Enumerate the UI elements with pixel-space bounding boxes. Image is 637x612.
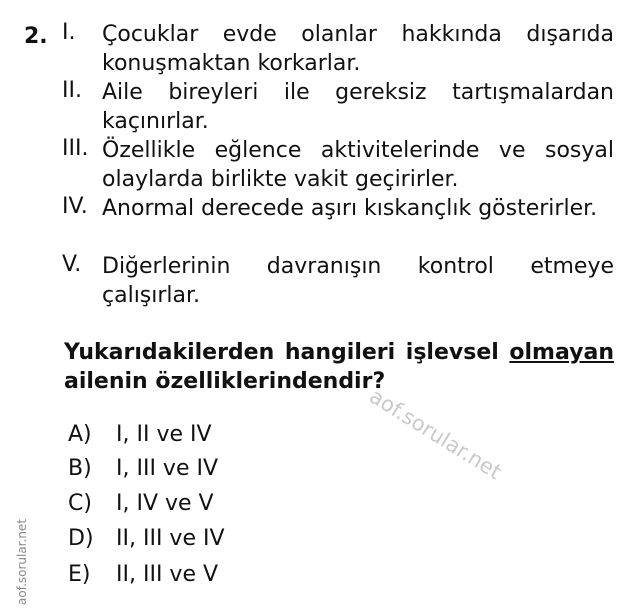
statement-2-text: Aile bireyleri ile gereksiz tartışmalardan kaçınırlar. <box>102 80 614 134</box>
option-c-text: I, IV ve V <box>116 491 214 516</box>
question-number: 2. <box>24 24 48 49</box>
option-b[interactable] <box>68 456 218 482</box>
option-d-text: II, III ve IV <box>116 526 225 551</box>
question-prompt-end: ailenin özelliklerindendir? <box>64 369 386 394</box>
question-prompt-start: Yukarıdakilerden hangileri işlevsel <box>64 340 510 365</box>
option-e[interactable] <box>68 562 218 588</box>
statement-2 <box>62 78 614 136</box>
statement-5-numeral: V. <box>62 252 82 277</box>
watermark-diagonal: aof.sorular.net <box>365 384 506 485</box>
option-b-label: B) <box>68 456 92 481</box>
option-c-label: C) <box>68 491 92 516</box>
option-b-text: I, III ve IV <box>116 456 219 481</box>
option-a[interactable] <box>68 422 212 448</box>
question-prompt-underlined: olmayan <box>509 340 614 365</box>
statement-4-numeral: IV. <box>62 194 88 219</box>
statement-4-text: Anormal derecede aşırı kıskançlık gösterirler. <box>102 196 598 221</box>
option-c[interactable] <box>68 491 214 517</box>
statement-2-numeral: II. <box>62 78 82 103</box>
statement-1-text: Çocuklar evde olanlar hakkında dışarıda konuşmaktan korkarlar. <box>102 22 614 76</box>
statement-1 <box>62 20 614 78</box>
statement-3-numeral: III. <box>62 136 89 161</box>
option-a-label: A) <box>68 422 92 447</box>
statement-3 <box>62 136 614 194</box>
option-a-text: I, II ve IV <box>116 422 212 447</box>
question-prompt <box>64 338 614 396</box>
statement-1-numeral: I. <box>62 20 76 45</box>
option-d[interactable] <box>68 526 225 552</box>
option-e-text: II, III ve V <box>116 562 219 587</box>
statement-4 <box>62 194 614 223</box>
option-d-label: D) <box>68 526 94 551</box>
watermark-side: aof.sorular.net <box>15 518 29 605</box>
statement-5 <box>62 252 614 310</box>
option-e-label: E) <box>68 562 91 587</box>
statement-3-text: Özellikle eğlence aktivitelerinde ve sosyal olaylarda birlikte vakit geçirirler. <box>102 138 614 192</box>
statement-5-text: Diğerlerinin davranışın kontrol etmeye çalışırlar. <box>102 254 614 308</box>
